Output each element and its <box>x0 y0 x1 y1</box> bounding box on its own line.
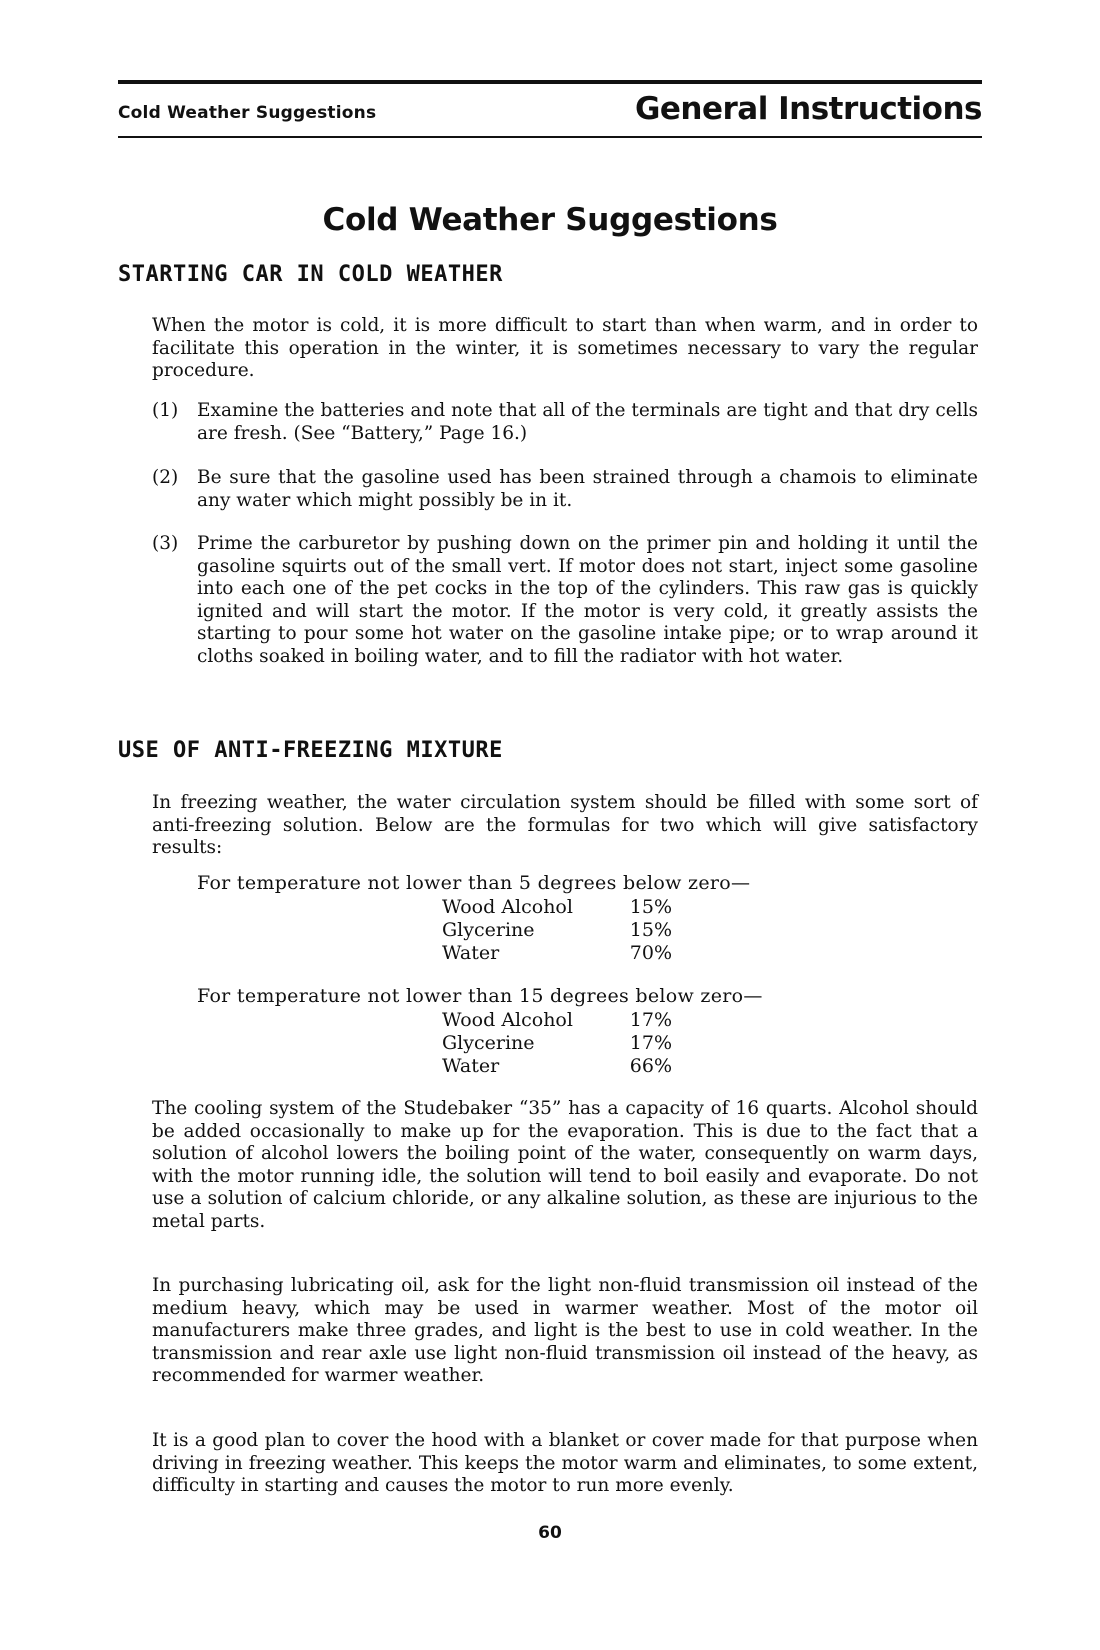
page-number: 60 <box>538 1523 562 1543</box>
formula-percent: 15% <box>629 919 672 941</box>
list-item-text: Be sure that the gasoline used has been strained through a chamois to eliminate any water which might possibly be in it. <box>197 467 978 511</box>
formula-heading: For temperature not lower than 15 degrees below zero— <box>197 985 763 1007</box>
formula-heading: For temperature not lower than 5 degrees below zero— <box>197 872 751 894</box>
section-heading-antifreeze: USE OF ANTI-FREEZING MIXTURE <box>118 738 503 763</box>
starting-intro-paragraph: When the motor is cold, it is more difficult to start than when warm, and in order to facilitate this operation in the winter, it is sometimes necessary to vary the regular procedure. <box>152 315 978 382</box>
list-item-number: (2) <box>152 467 179 488</box>
formula-percent: 15% <box>629 896 672 918</box>
formula-ingredient: Wood Alcohol <box>442 896 573 918</box>
formula-row <box>442 919 672 942</box>
formula-ingredient: Glycerine <box>442 919 535 941</box>
header-rule-top <box>118 80 982 84</box>
formula-row <box>442 942 672 965</box>
formula-percent: 17% <box>629 1032 672 1054</box>
formula-percent: 70% <box>629 942 672 964</box>
cooling-system-paragraph: The cooling system of the Studebaker “35” has a capacity of 16 quarts. Alcohol should be added occasionally to make up for the evaporation. This is due to the fact that a solution of alcohol lowers the boiling point of the water, consequently on warm days, with the motor running idle, the solution will tend to boil easily and evaporate. Do not use a solution of calcium chloride, or any alkaline solution, as these are injurious to the metal parts. <box>152 1098 978 1232</box>
page-title: Cold Weather Suggestions <box>322 202 778 238</box>
formula-percent: 66% <box>629 1055 672 1077</box>
formula-row <box>442 1055 672 1078</box>
hood-cover-paragraph: It is a good plan to cover the hood with a blanket or cover made for that purpose when driving in freezing weather. This keeps the motor warm and eliminates, to some extent, difficulty in starting and causes the motor to run more evenly. <box>152 1430 978 1497</box>
formula-row <box>442 896 672 919</box>
lubricating-oil-paragraph: In purchasing lubricating oil, ask for the light non-fluid transmission oil instead of the medium heavy, which may be used in warmer weather. Most of the motor oil manufacturers make three grades, and light is the best to use in cold weather. In the transmission and rear axle use light non-fluid transmission oil instead of the heavy, as recommended for warmer weather. <box>152 1275 978 1387</box>
formula-row <box>442 1009 672 1032</box>
list-item-text: Prime the carburetor by pushing down on the primer pin and holding it until the gasoline squirts out of the small vert. If motor does not start, inject some gasoline into each one of the pet cocks in the top of the cylinders. This raw gas is quickly ignited and will start the motor. If the motor is very cold, it greatly assists the starting to pour some hot water on the gasoline intake pipe; or to wrap around it cloths soaked in boiling water, and to fill the radiator with hot water. <box>197 533 978 667</box>
list-item-text: Examine the batteries and note that all of the terminals are tight and that dry cells are fresh. (See “Battery,” Page 16.) <box>197 400 978 444</box>
formula-row <box>442 1032 672 1055</box>
formula-ingredient: Water <box>442 942 500 964</box>
list-item-number: (1) <box>152 400 179 421</box>
formula-percent: 17% <box>629 1009 672 1031</box>
section-heading-starting: STARTING CAR IN COLD WEATHER <box>118 262 503 287</box>
formula-ingredient: Water <box>442 1055 500 1077</box>
list-item-number: (3) <box>152 533 179 554</box>
formula-ingredient: Glycerine <box>442 1032 535 1054</box>
header-rule-bottom <box>118 136 982 138</box>
running-head-right: General Instructions <box>634 91 982 127</box>
running-head-left: Cold Weather Suggestions <box>118 103 377 123</box>
antifreeze-intro-paragraph: In freezing weather, the water circulation system should be filled with some sort of anti-freezing solution. Below are the formulas for two which will give satisfactory results: <box>152 792 978 859</box>
formula-ingredient: Wood Alcohol <box>442 1009 573 1031</box>
